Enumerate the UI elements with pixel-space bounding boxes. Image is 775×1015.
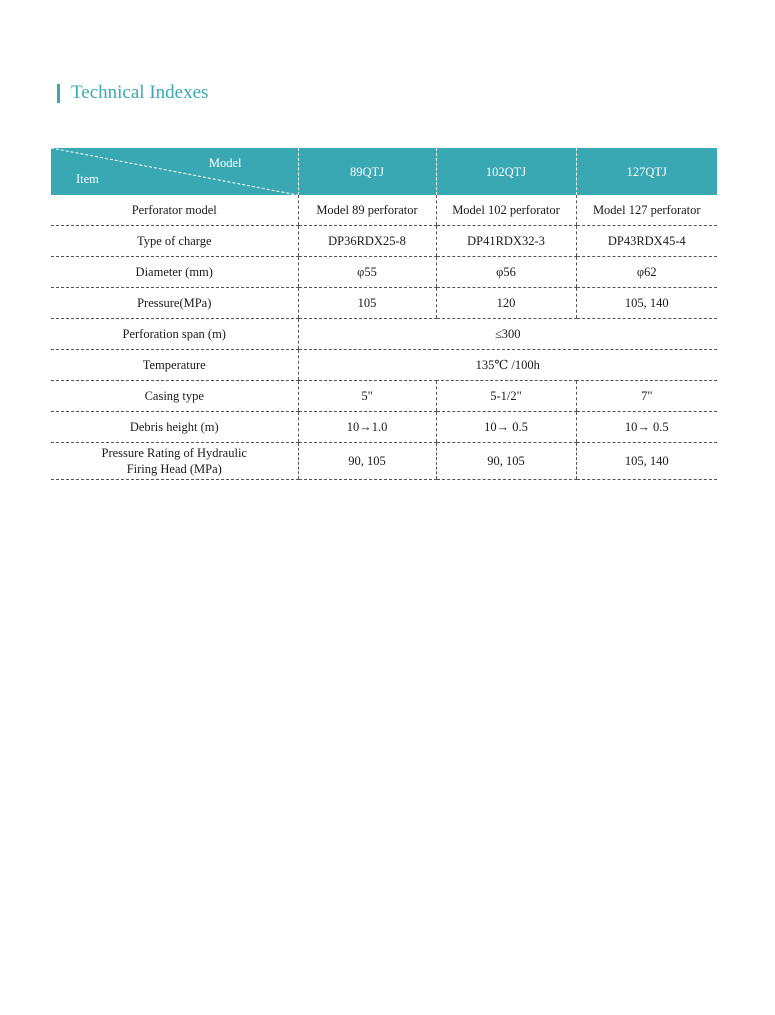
merged-cell: 135℃ /100h (298, 350, 717, 381)
table-row (51, 412, 717, 443)
model-column-header: 102QTJ (436, 148, 576, 195)
table-cell: Model 127 perforator (576, 195, 717, 226)
table-cell: 90, 105 (436, 443, 576, 480)
table-row (51, 226, 717, 257)
table-row (51, 257, 717, 288)
table-cell: φ55 (298, 257, 436, 288)
page-title: Technical Indexes (71, 82, 209, 103)
table-cell: φ62 (576, 257, 717, 288)
heading-accent-bar (57, 84, 60, 103)
model-column-header: 127QTJ (576, 148, 717, 195)
table-cell: DP43RDX45-4 (576, 226, 717, 257)
table-cell: 10→ 0.5 (436, 412, 576, 443)
item-model-header-cell (51, 148, 298, 195)
row-item-label-line: Firing Head (MPa) (126, 462, 222, 476)
model-column-header: 89QTJ (298, 148, 436, 195)
row-item-label: Pressure(MPa) (51, 288, 298, 319)
row-item-label: Debris height (m) (51, 412, 298, 443)
row-item-label (51, 443, 298, 480)
table-cell: 120 (436, 288, 576, 319)
table-cell: 105 (298, 288, 436, 319)
table-cell: DP41RDX32-3 (436, 226, 576, 257)
table-cell: 105, 140 (576, 443, 717, 480)
table-cell: 10→ 0.5 (576, 412, 717, 443)
row-item-label: Type of charge (51, 226, 298, 257)
table-cell: φ56 (436, 257, 576, 288)
table-row (51, 288, 717, 319)
table-cell: 105, 140 (576, 288, 717, 319)
row-item-label: Perforator model (51, 195, 298, 226)
table-row (51, 195, 717, 226)
table-cell: Model 89 perforator (298, 195, 436, 226)
row-item-label: Temperature (51, 350, 298, 381)
section-heading (57, 82, 208, 104)
table-cell: 90, 105 (298, 443, 436, 480)
table-row (51, 319, 717, 350)
technical-indexes-table (51, 148, 717, 480)
model-header-label: Model (208, 156, 242, 170)
table-cell: 5-1/2" (436, 381, 576, 412)
table-cell: 5" (298, 381, 436, 412)
table-header-row (51, 148, 717, 195)
row-item-label: Perforation span (m) (51, 319, 298, 350)
table-cell: Model 102 perforator (436, 195, 576, 226)
table-cell: 7" (576, 381, 717, 412)
row-item-label: Casing type (51, 381, 298, 412)
row-item-label-line: Pressure Rating of Hydraulic (101, 446, 247, 460)
table-row (51, 381, 717, 412)
merged-cell: ≤300 (298, 319, 717, 350)
table-cell: DP36RDX25-8 (298, 226, 436, 257)
table-row (51, 350, 717, 381)
row-item-label: Diameter (mm) (51, 257, 298, 288)
table-cell: 10→1.0 (298, 412, 436, 443)
table-row (51, 443, 717, 480)
item-header-label: Item (76, 172, 99, 186)
